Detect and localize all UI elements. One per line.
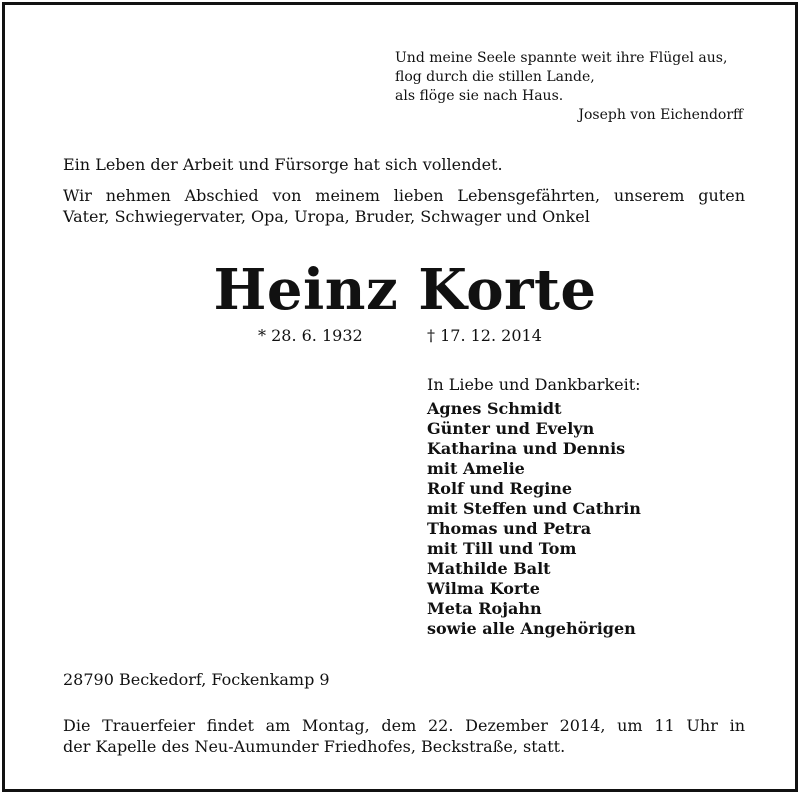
poem-author: Joseph von Eichendorff [578, 107, 743, 123]
mourner-name: Wilma Korte [427, 579, 540, 598]
poem-line: als flöge sie nach Haus. [395, 88, 564, 104]
farewell-text [63, 185, 745, 227]
death-date: † 17. 12. 2014 [427, 326, 542, 345]
mourner-name: Thomas und Petra [427, 519, 592, 538]
mourner-name: Katharina und Dennis [427, 439, 626, 458]
poem-line: flog durch die stillen Lande, [395, 69, 595, 85]
address-text: 28790 Beckedorf, Fockenkamp 9 [63, 670, 330, 689]
obituary-notice [2, 2, 798, 792]
funeral-line: Die Trauerfeier findet am Montag, dem 22. Dezember 2014, um 11 Uhr in [63, 716, 745, 735]
intro-text: Ein Leben der Arbeit und Fürsorge hat sich vollendet. [63, 155, 503, 174]
farewell-line: Vater, Schwiegervater, Opa, Uropa, Bruder, Schwager und Onkel [63, 207, 590, 226]
mourners-heading: In Liebe und Dankbarkeit: [427, 375, 641, 394]
mourner-name: mit Steffen und Cathrin [427, 499, 641, 518]
mourner-name: sowie alle Angehörigen [427, 619, 636, 638]
mourner-name: Günter und Evelyn [427, 419, 595, 438]
mourner-name: Meta Rojahn [427, 599, 542, 618]
mourner-name: mit Till und Tom [427, 539, 577, 558]
deceased-name: Heinz Korte [213, 257, 597, 323]
farewell-line: Wir nehmen Abschied von meinem lieben Lebensgefährten, unserem guten [63, 186, 745, 205]
mourner-name: Rolf und Regine [427, 479, 573, 498]
poem-line: Und meine Seele spannte weit ihre Flügel aus, [395, 50, 728, 66]
poem-quote [395, 49, 727, 106]
mourner-name: Agnes Schmidt [427, 399, 562, 418]
funeral-line: der Kapelle des Neu-Aumunder Friedhofes, Beckstraße, statt. [63, 737, 566, 756]
mourner-name: Mathilde Balt [427, 559, 551, 578]
funeral-info [63, 715, 745, 757]
mourners-list [427, 375, 641, 639]
birth-date: * 28. 6. 1932 [258, 326, 363, 345]
mourner-name: mit Amelie [427, 459, 525, 478]
